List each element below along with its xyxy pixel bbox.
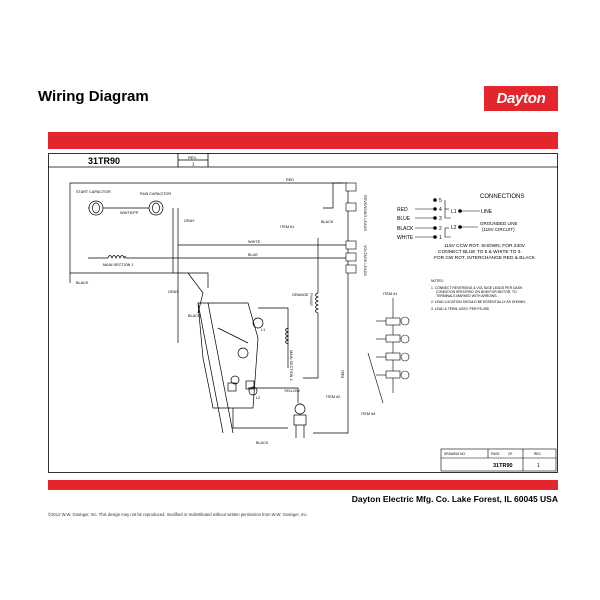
- wire-black4-label: BLACK: [188, 314, 201, 318]
- page-title: Wiring Diagram: [38, 88, 149, 105]
- of-label: OF: [508, 452, 513, 456]
- copyright-notice: ©2012 W.W. Grainger, Inc. This design may not be reproduced, modified or redistributed without written permission from W.W. Grainger, Inc.: [48, 512, 308, 517]
- wire-black3-label: BLACK: [321, 220, 334, 224]
- wire-gray2-label: GRAY: [168, 290, 179, 294]
- terminal-4: 4: [439, 207, 442, 213]
- run-capacitor-label: RUN CAPACITOR: [140, 192, 172, 196]
- phase-label: PHASE: [309, 293, 313, 306]
- company-info: Dayton Electric Mfg. Co. Lake Forest, IL 60045 USA: [351, 494, 558, 504]
- voltage-leads-label: VOLTAGE LEADS: [363, 245, 367, 276]
- item-4-label: ITEM #4: [361, 412, 376, 416]
- conn-l2: L2: [451, 225, 457, 231]
- start-capacitor: [89, 201, 103, 215]
- connections-title: CONNECTIONS: [480, 194, 525, 200]
- model-number: 31TR90: [88, 156, 121, 166]
- wiring-diagram: [48, 153, 558, 473]
- switch-assembly: [188, 273, 266, 433]
- wire-black-label: BLACK: [76, 281, 89, 285]
- conn-line: LINE: [481, 209, 493, 215]
- lead-red: RED: [397, 207, 408, 213]
- lead-white: WHITE: [397, 235, 414, 241]
- drawing-rev-label: REV.: [534, 452, 542, 456]
- rev-label: REV.: [188, 155, 197, 160]
- dayton-logo: [484, 86, 558, 111]
- page-label: PAGE: [491, 452, 500, 456]
- terminal-stack: [368, 298, 409, 403]
- drawing-model: 31TR90: [493, 463, 513, 469]
- terminal-1: 1: [439, 235, 442, 241]
- conn-note-2: CONNECT BLUE TO 5 & WHITE TO 3.: [438, 250, 522, 255]
- conn-note-3: FOR CW ROT. INTERCHANGE RED & BLACK: [434, 256, 536, 261]
- note-2: 2. LEAD LOCATION SHOULD BE ESSENTIALLY AS SHOWN.: [431, 300, 526, 304]
- note-1c: TERMINALS MARKED WITH ARROWS.: [436, 294, 498, 298]
- start-capacitor-label: START CAPACITOR: [76, 190, 111, 194]
- l1-label: L1: [261, 328, 266, 332]
- wire-white-pp-label: WHITE/PP: [120, 211, 139, 215]
- lead-blue: BLUE: [397, 216, 411, 222]
- wire-yellow-label: YELLOW: [284, 389, 300, 393]
- connections-schematic: [415, 199, 480, 239]
- lead-black: BLACK: [397, 226, 414, 232]
- main-section-1-coil: [108, 256, 126, 259]
- wire-red2-label: RED: [341, 369, 345, 378]
- main-section-2-coil: [286, 328, 289, 344]
- item-1-label-b: ITEM #1: [383, 292, 398, 296]
- phase-coil: [316, 293, 319, 313]
- terminal-2: 2: [439, 226, 442, 232]
- lead-connectors: [346, 183, 356, 273]
- header-red-bar: [48, 132, 558, 149]
- l2-label: L2: [256, 396, 261, 400]
- item-1-label-a: ITEM #1: [280, 225, 295, 229]
- conn-note-1: 115V CCW ROT. SHOWN; FOR 230V: [444, 244, 525, 249]
- run-capacitor: [149, 201, 163, 215]
- wire-blue-label: BLUE: [248, 253, 258, 257]
- wire-white-label: WHITE: [248, 240, 261, 244]
- wire-gray-label: GRAY: [184, 219, 195, 223]
- notes-heading: NOTES:: [431, 279, 444, 283]
- drawing-no-label: DRAWING NO.: [444, 452, 466, 456]
- conn-l1: L1: [451, 209, 457, 215]
- reversing-leads-label: REVERSING LEADS: [363, 195, 367, 231]
- note-1a: 1. CONNECT REVERSING & VOLTAGE LEADS PER DASH: [431, 286, 523, 290]
- wire-black2-label: BLACK: [256, 441, 269, 445]
- note-3: 3. LEAD & TERM. ASSY. PER PS-095: [431, 307, 489, 311]
- terminal-5: 5: [439, 198, 442, 204]
- main-section-2-label: MAIN SECTION 2: [289, 350, 293, 381]
- conn-grounded-2: (115V CIRCUIT): [482, 227, 515, 232]
- main-section-1-label: MAIN SECTION 1: [103, 263, 134, 267]
- item-2-lamp: [294, 404, 306, 438]
- conn-grounded-1: GROUNDED LINE: [480, 221, 518, 226]
- note-1b: CONDITION SPECIFIED ON BOM FOR MOTOR, TO: [436, 290, 517, 294]
- rev-value: 1: [192, 161, 195, 167]
- item-2-label: ITEM #2: [326, 395, 341, 399]
- brand-name: Dayton: [496, 90, 546, 107]
- drawing-rev: 1: [537, 463, 540, 469]
- wire-red-label: RED: [286, 178, 295, 182]
- footer-red-bar: [48, 480, 558, 490]
- terminal-3: 3: [439, 216, 442, 222]
- wire-orange-label: ORANGE: [292, 293, 309, 297]
